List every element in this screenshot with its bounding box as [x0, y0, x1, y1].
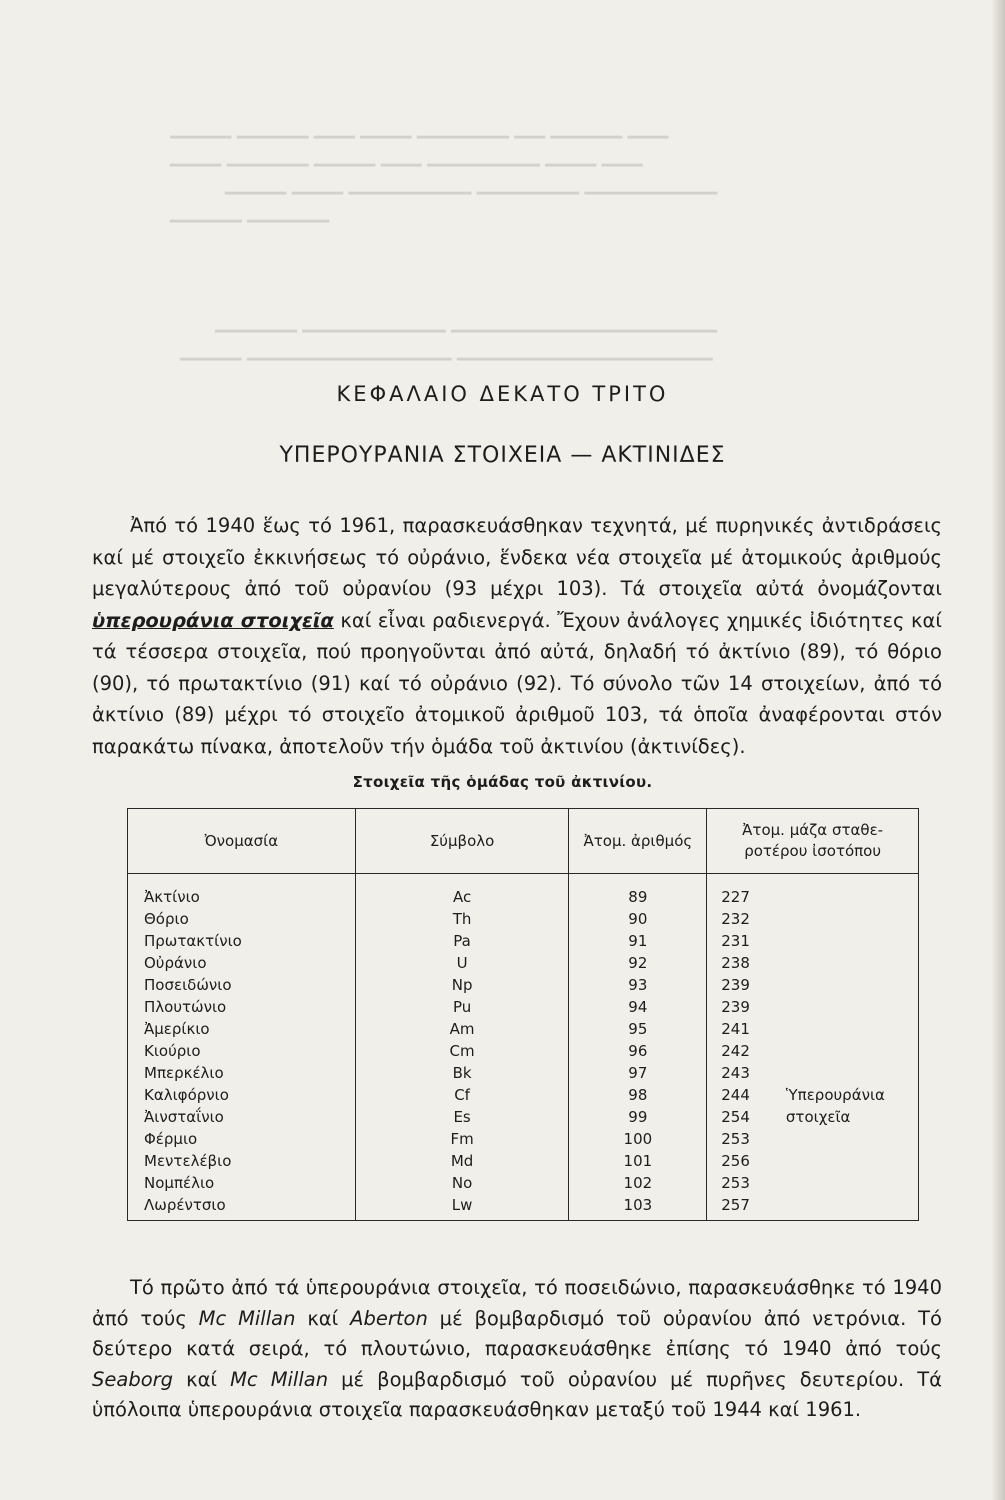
element-symbol: Pa [355, 930, 569, 952]
atomic-mass-cell [707, 974, 919, 996]
show-through-text: ━━━━━━━━ ━━━━━━━━━━━━━━ ━━━━━━━━━━━━━━━━━━━━━━━━━━ [215, 322, 718, 342]
header-mass-line1: Ἀτομ. μάζα σταθε- [742, 821, 884, 839]
atomic-mass-cell [707, 1018, 919, 1040]
show-through-text: ━━━━━━ ━━━━━ ━━━━━━━━━━━━ ━━━━━━━━━━ ━━━━━━━━━━━━━ [225, 184, 718, 204]
page-edge-shadow [991, 0, 1005, 1500]
outro-text: μέ βομβαρδισμό τοῦ οὐρανίου μέ πυρῆνες δευτερίου. Τά ὑπόλοιπα ὑπερουράνια στοιχεῖα παρασκευάσθηκαν μεταξύ τοῦ 1944 καί 1961. [92, 1367, 942, 1421]
table-row [128, 1106, 919, 1128]
atomic-mass-cell [707, 1128, 919, 1150]
spacer-cell [355, 874, 569, 887]
element-name: Ποσειδώνιο [128, 974, 356, 996]
atomic-mass: 244 [721, 1086, 750, 1104]
intro-emphasis: ὑπερουράνια στοιχεῖα [92, 608, 334, 632]
element-symbol: Pu [355, 996, 569, 1018]
table-row [128, 930, 919, 952]
atomic-mass: 242 [721, 1042, 750, 1060]
atomic-mass-cell [707, 952, 919, 974]
show-through-text: ━━━━━━ ━━━━━━━ ━━━━ ━━━━━ ━━━━━━━━━ ━━━ ━━━━━━━ ━━━━ [170, 128, 669, 148]
table-body [128, 874, 919, 1221]
intro-text-2: καί εἶναι ραδιενεργά. Ἔχουν ἀνάλογες χημικές ἰδιότητες καί τά τέσσερα στοιχεῖα, πού προηγοῦνται ἀπό αὐτά, δηλαδή τό ἀκτίνιο (89), τό θόριο (90), τό πρωτακτίνιο (91) καί τό οὐράνιο (92). Τό σύνολο τῶν 14 στοιχείων, ἀπό τό ἀκτίνιο (89) μέχρι τό στοιχεῖο ἀτομικοῦ ἀριθμοῦ 103, τά ὁποῖα ἀναφέρονται στόν παρακάτω πίνακα, ἀποτελοῦν τήν ὁμάδα τοῦ ἀκτινίου (ἀκτινίδες). [92, 608, 942, 758]
show-through-text: ━━━━━ ━━━━━━━━ ━━━━━━ ━━━━ ━━━━━━━━━━━ ━━━━━ ━━━━ [170, 156, 643, 176]
spacer-cell [128, 874, 356, 887]
element-name: Οὐράνιο [128, 952, 356, 974]
atomic-mass-cell [707, 886, 919, 908]
element-symbol: U [355, 952, 569, 974]
atomic-number: 90 [569, 908, 707, 930]
table-row [128, 1040, 919, 1062]
element-name: Κιούριο [128, 1040, 356, 1062]
atomic-number: 101 [569, 1150, 707, 1172]
atomic-mass: 243 [721, 1064, 750, 1082]
element-name: Νομπέλιο [128, 1172, 356, 1194]
element-name: Πλουτώνιο [128, 996, 356, 1018]
atomic-number: 97 [569, 1062, 707, 1084]
table-row [128, 1194, 919, 1221]
transuranic-note: Ὑπερουράνια [785, 1086, 885, 1104]
atomic-mass: 239 [721, 998, 750, 1016]
atomic-mass-cell [707, 1150, 919, 1172]
element-name: Φέρμιο [128, 1128, 356, 1150]
atomic-mass: 256 [721, 1152, 750, 1170]
element-symbol: Th [355, 908, 569, 930]
atomic-mass-cell [707, 1106, 919, 1128]
atomic-number: 95 [569, 1018, 707, 1040]
table-row [128, 886, 919, 908]
element-symbol: Bk [355, 1062, 569, 1084]
atomic-mass: 241 [721, 1020, 750, 1038]
intro-text-1: Ἀπό τό 1940 ἕως τό 1961, παρασκευάσθηκαν τεχνητά, μέ πυρηνικές ἀντιδράσεις καί μέ στοιχεῖο ἐκκινήσεως τό οὐράνιο, ἕνδεκα νέα στοιχεῖα μέ ἀτομικούς ἀριθμούς μεγαλύτερους ἀπό τοῦ οὐρανίου (93 μέχρι 103). Τά στοιχεῖα αὐτά ὀνομάζονται [92, 514, 942, 600]
show-through-text: ━━━━━━━ ━━━━━━━━ [170, 212, 329, 232]
atomic-number: 99 [569, 1106, 707, 1128]
element-symbol: No [355, 1172, 569, 1194]
outro-text: Τό πρῶτο ἀπό τά ὑπερουράνια στοιχεῖα, τό ποσειδώνιο, παρασκευάσθηκε τό 1940 ἀπό τούς [92, 1276, 942, 1330]
table-row [128, 1150, 919, 1172]
actinides-table [127, 808, 919, 1221]
atomic-mass-cell [707, 1084, 919, 1106]
element-name: Μεντελέβιο [128, 1150, 356, 1172]
element-name: Λωρέντσιο [128, 1194, 356, 1221]
scientist-name: Aberton [350, 1306, 428, 1330]
atomic-number: 89 [569, 886, 707, 908]
atomic-number: 102 [569, 1172, 707, 1194]
element-name: Ἀινσταΐνιο [128, 1106, 356, 1128]
spacer-cell [569, 874, 707, 887]
show-through-text: ━━━━━━ ━━━━━━━━━━━━━━━━━━━━ ━━━━━━━━━━━━━━━━━━━━━━━━━ [180, 350, 713, 370]
atomic-mass: 253 [721, 1174, 750, 1192]
header-symbol: Σύμβολο [355, 809, 569, 874]
atomic-mass-cell [707, 1062, 919, 1084]
element-name: Καλιφόρνιο [128, 1084, 356, 1106]
atomic-mass-cell [707, 1194, 919, 1221]
element-name: Ἀμερίκιο [128, 1018, 356, 1040]
element-symbol: Es [355, 1106, 569, 1128]
atomic-number: 98 [569, 1084, 707, 1106]
table-row [128, 996, 919, 1018]
atomic-number: 92 [569, 952, 707, 974]
atomic-mass-cell [707, 1040, 919, 1062]
table-row [128, 908, 919, 930]
spacer-cell [707, 874, 919, 887]
atomic-mass: 254 [721, 1108, 750, 1126]
scientist-name: Mc Millan [198, 1306, 296, 1330]
outro-text: καί [173, 1367, 231, 1391]
chapter-heading: ΚΕΦΑΛΑΙΟ ΔΕΚΑΤΟ ΤΡΙΤΟ [336, 382, 669, 406]
header-atomic-mass [707, 809, 919, 874]
chapter-title: ΥΠΕΡΟΥΡΑΝΙΑ ΣΤΟΙΧΕΙΑ — ΑΚΤΙΝΙΔΕΣ [279, 443, 726, 468]
intro-paragraph [92, 510, 942, 762]
element-symbol: Cm [355, 1040, 569, 1062]
atomic-number: 100 [569, 1128, 707, 1150]
scientist-name: Seaborg [92, 1367, 174, 1391]
atomic-number: 91 [569, 930, 707, 952]
atomic-mass-cell [707, 930, 919, 952]
element-name: Θόριο [128, 908, 356, 930]
atomic-mass-cell [707, 996, 919, 1018]
table-row [128, 974, 919, 996]
element-symbol: Am [355, 1018, 569, 1040]
element-symbol: Fm [355, 1128, 569, 1150]
element-name: Μπερκέλιο [128, 1062, 356, 1084]
element-symbol: Ac [355, 886, 569, 908]
header-atomic-number: Ἀτομ. ἀριθμός [569, 809, 707, 874]
scientist-name: Mc Millan [230, 1367, 329, 1391]
atomic-mass: 239 [721, 976, 750, 994]
atomic-mass: 231 [721, 932, 750, 950]
element-symbol: Cf [355, 1084, 569, 1106]
table-row [128, 1062, 919, 1084]
header-name: Ὀνομασία [128, 809, 356, 874]
atomic-mass-cell [707, 1172, 919, 1194]
element-name: Ἀκτίνιο [128, 886, 356, 908]
element-symbol: Lw [355, 1194, 569, 1221]
element-symbol: Np [355, 974, 569, 996]
element-name: Πρωτακτίνιο [128, 930, 356, 952]
table-row [128, 1018, 919, 1040]
atomic-number: 94 [569, 996, 707, 1018]
atomic-number: 103 [569, 1194, 707, 1221]
atomic-mass: 227 [721, 888, 750, 906]
atomic-mass: 232 [721, 910, 750, 928]
element-symbol: Md [355, 1150, 569, 1172]
atomic-number: 93 [569, 974, 707, 996]
atomic-mass: 238 [721, 954, 750, 972]
table-caption: Στοιχεῖα τῆς ὁμάδας τοῦ ἀκτινίου. [352, 773, 653, 791]
table-spacer-row [128, 874, 919, 887]
atomic-number: 96 [569, 1040, 707, 1062]
closing-paragraph [92, 1273, 942, 1426]
header-mass-line2: ροτέρου ἰσοτόπου [744, 842, 882, 860]
table-row [128, 952, 919, 974]
atomic-mass: 253 [721, 1130, 750, 1148]
outro-text: μέ βομβαρδισμό τοῦ οὐρανίου ἀπό νετρόνια. Τό δεύτερο κατά σειρά, τό πλουτώνιο, παρασκευάσθηκε ἐπίσης τό 1940 ἀπό τούς [92, 1306, 942, 1360]
atomic-mass: 257 [721, 1196, 750, 1214]
outro-text: καί [295, 1306, 351, 1330]
table-header-row [128, 809, 919, 874]
table-row [128, 1172, 919, 1194]
atomic-mass-cell [707, 908, 919, 930]
table-row [128, 1128, 919, 1150]
transuranic-note: στοιχεῖα [785, 1108, 851, 1126]
table-row [128, 1084, 919, 1106]
